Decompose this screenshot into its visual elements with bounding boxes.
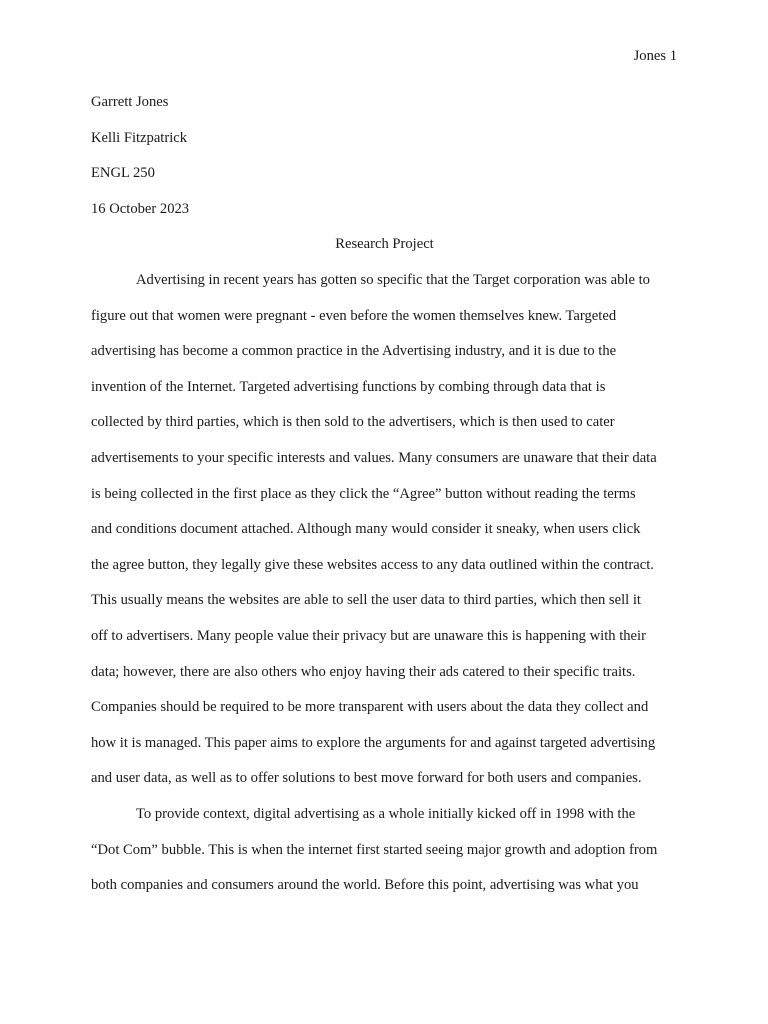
body-line: figure out that women were pregnant - even before the women themselves knew. Targeted	[91, 307, 617, 324]
document-title: Research Project	[335, 236, 434, 252]
body-line: both companies and consumers around the world. Before this point, advertising was what you	[91, 877, 639, 894]
instructor-name: Kelli Fitzpatrick	[91, 129, 188, 146]
body-line: This usually means the websites are able to sell the user data to third parties, which then sell it	[91, 592, 641, 609]
body-line: and conditions document attached. Although many would consider it sneaky, when users click	[91, 521, 641, 538]
body-line: off to advertisers. Many people value their privacy but are unaware this is happening with their	[91, 627, 646, 644]
body-line: the agree button, they legally give these websites access to any data outlined within the contract.	[91, 556, 654, 573]
running-head: Jones 1	[633, 48, 677, 64]
body-text	[91, 271, 678, 912]
body-line: data; however, there are also others who enjoy having their ads catered to their specific traits.	[91, 663, 636, 680]
body-line: is being collected in the first place as they click the “Agree” button without reading the terms	[91, 485, 636, 502]
body-line: advertising has become a common practice in the Advertising industry, and it is due to the	[91, 343, 617, 360]
body-line: collected by third parties, which is then sold to the advertisers, which is then used to cater	[91, 414, 615, 431]
body-line: Companies should be required to be more transparent with users about the data they collect and	[91, 699, 649, 716]
body-line: To provide context, digital advertising as a whole initially kicked off in 1998 with the	[136, 805, 636, 822]
body-line: “Dot Com” bubble. This is when the internet first started seeing major growth and adoption from	[91, 841, 658, 858]
body-line: Advertising in recent years has gotten so specific that the Target corporation was able to	[136, 272, 650, 288]
body-line: and user data, as well as to offer solutions to best move forward for both users and companies.	[91, 770, 642, 787]
body-line: invention of the Internet. Targeted advertising functions by combing through data that is	[91, 378, 606, 395]
document-date: 16 October 2023	[91, 200, 190, 217]
student-name: Garrett Jones	[91, 94, 169, 110]
body-line: how it is managed. This paper aims to explore the arguments for and against targeted advertising	[91, 734, 656, 751]
body-line: advertisements to your specific interests and values. Many consumers are unaware that their data	[91, 449, 657, 466]
course-name: ENGL 250	[91, 165, 155, 182]
mla-heading	[91, 93, 678, 235]
